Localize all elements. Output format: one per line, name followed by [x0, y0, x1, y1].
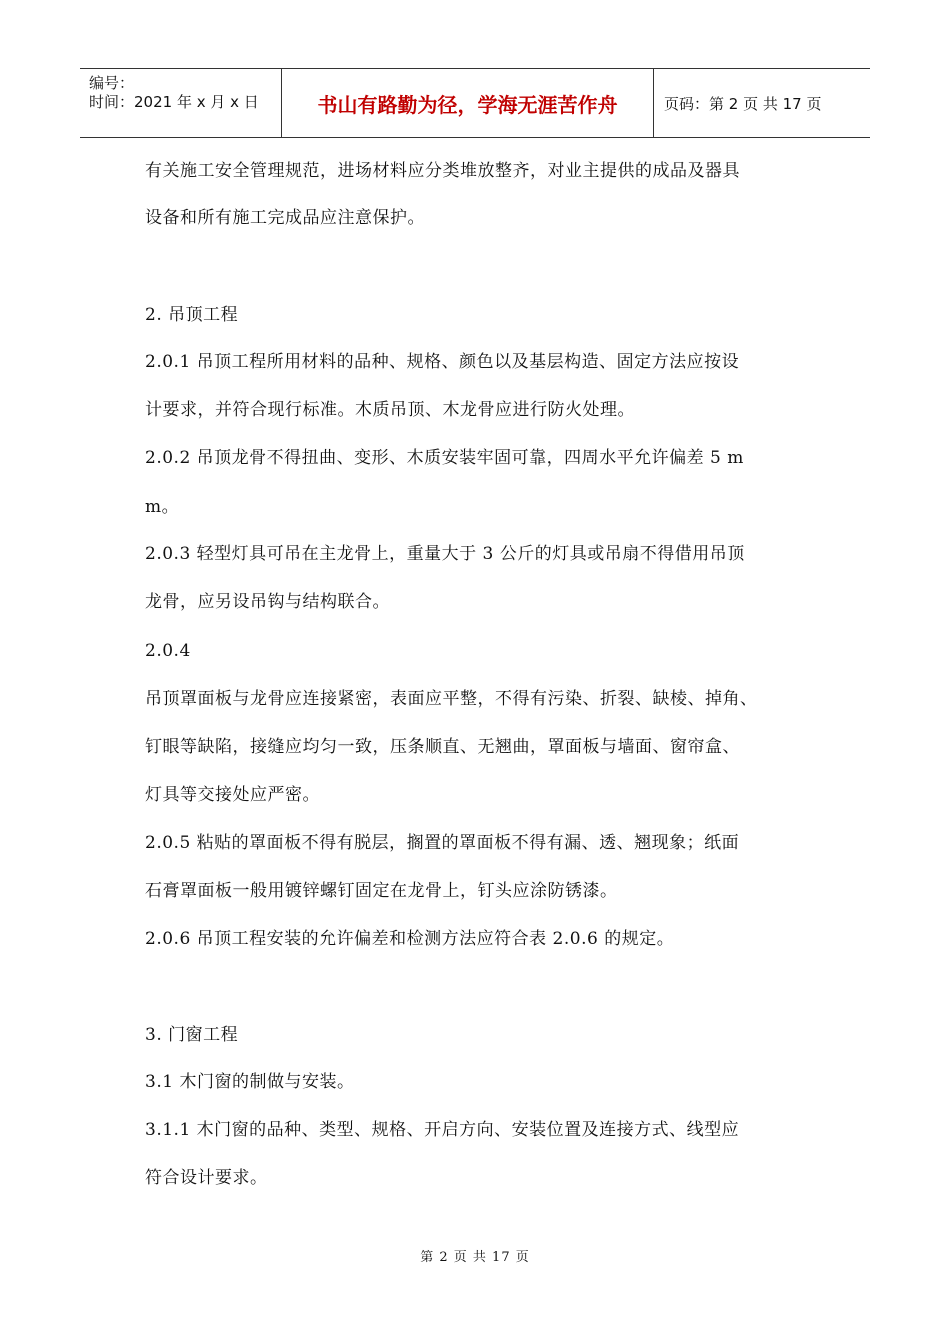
text-line: 钉眼等缺陷，接缝应均匀一致，压条顺直、无翘曲，罩面板与墙面、窗帘盒、	[145, 737, 740, 757]
page-footer: 第 2 页 共 17 页	[420, 1250, 530, 1265]
text-line: m。	[145, 497, 180, 517]
text-line: 计要求，并符合现行标准。木质吊顶、木龙骨应进行防火处理。	[145, 400, 635, 420]
number-label: 编号：	[89, 74, 135, 92]
text-line: 2.0.6 吊顶工程安装的允许偏差和检测方法应符合表 2.0.6 的规定。	[145, 929, 675, 949]
text-line: 3.1 木门窗的制做与安装。	[145, 1072, 355, 1092]
time-label: 时间：2021 年 x 月 x 日	[89, 93, 259, 111]
text-line: 吊顶罩面板与龙骨应连接紧密，表面应平整，不得有污染、折裂、缺棱、掉角、	[145, 689, 758, 709]
text-line: 2.0.1 吊顶工程所用材料的品种、规格、颜色以及基层构造、固定方法应按设	[145, 352, 740, 372]
text-line: 2.0.4	[145, 641, 191, 661]
text-line: 石膏罩面板一般用镀锌螺钉固定在龙骨上，钉头应涂防锈漆。	[145, 881, 618, 901]
text-line: 2.0.3 轻型灯具可吊在主龙骨上，重量大于 3 公斤的灯具或吊扇不得借用吊顶	[145, 544, 745, 564]
text-line: 设备和所有施工完成品应注意保护。	[145, 208, 425, 228]
text-line: 2.0.5 粘贴的罩面板不得有脱层，搁置的罩面板不得有漏、透、翘现象；纸面	[145, 833, 740, 853]
text-line: 灯具等交接处应严密。	[145, 785, 320, 805]
text-line: 符合设计要求。	[145, 1168, 268, 1188]
text-line: 有关施工安全管理规范，进场材料应分类堆放整齐，对业主提供的成品及器具	[145, 161, 740, 181]
header-page-info: 页码：第 2 页 共 17 页	[664, 94, 822, 113]
header-motto: 书山有路勤为径，学海无涯苦作舟	[281, 69, 654, 137]
text-line: 2.0.2 吊顶龙骨不得扭曲、变形、木质安装牢固可靠，四周水平允许偏差 5 m	[145, 448, 744, 468]
section-heading: 3. 门窗工程	[145, 1025, 239, 1045]
section-heading: 2. 吊顶工程	[145, 305, 239, 325]
text-line: 龙骨，应另设吊钩与结构联合。	[145, 592, 390, 612]
text-line: 3.1.1 木门窗的品种、类型、规格、开启方向、安装位置及连接方式、线型应	[145, 1120, 740, 1140]
